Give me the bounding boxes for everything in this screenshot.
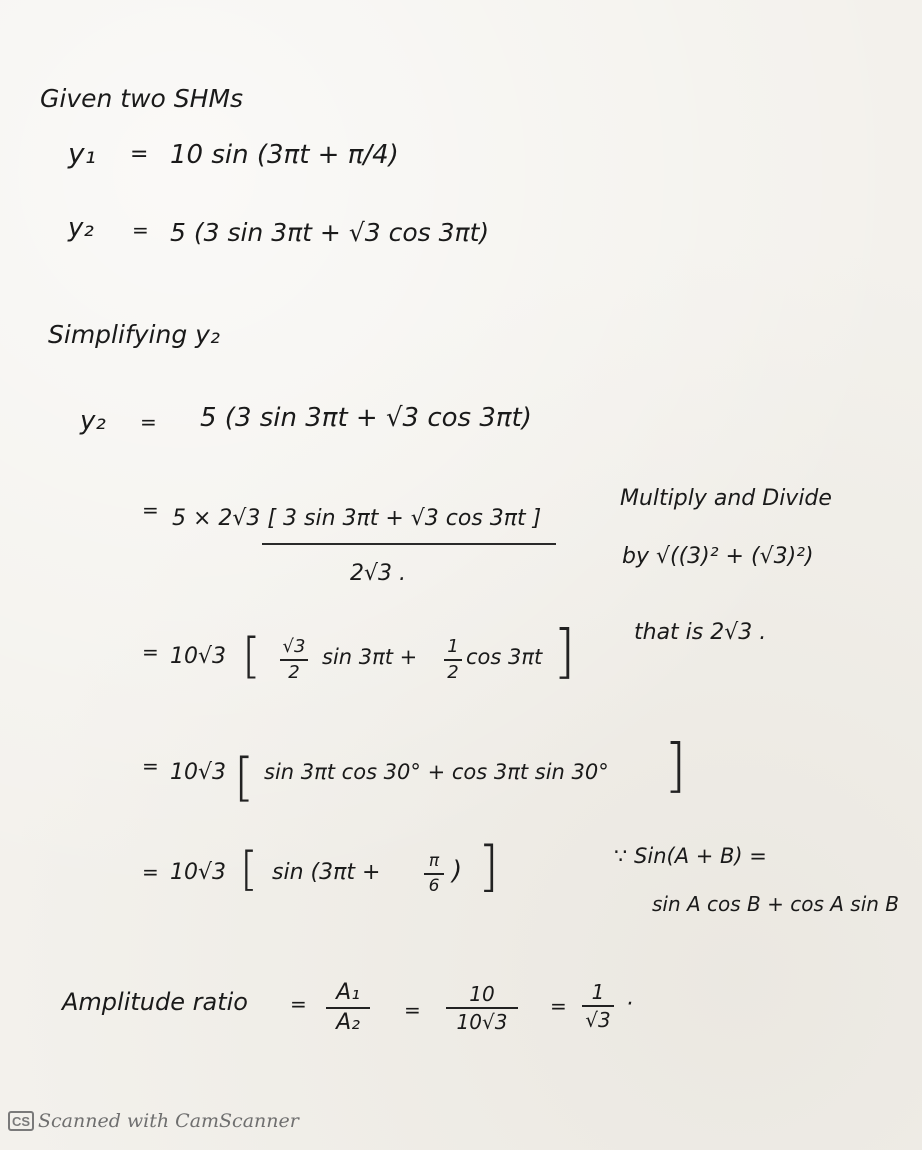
step2-denominator: 2√3 . [350, 561, 406, 586]
step3-tail: cos 3πt [466, 645, 543, 669]
step3-fraction-1-over-2 [444, 638, 462, 682]
amplitude-f1-numerator: A₁ [336, 980, 360, 1005]
y1-equals: = [130, 142, 149, 167]
amplitude-f1-denominator: A₂ [336, 1010, 360, 1035]
step5-close-paren: ) [452, 856, 463, 886]
amplitude-equals-1: = [290, 992, 307, 1016]
amplitude-label: Amplitude ratio [62, 988, 248, 1016]
step3-open-bracket: [ [242, 628, 261, 684]
step5-close-bracket: ] [478, 835, 500, 898]
step1-lhs: y₂ [80, 406, 106, 436]
y1-label: y₁ [68, 137, 96, 170]
step1-equals: = [140, 410, 157, 434]
heading: Given two SHMs [40, 84, 244, 113]
step3-f1-numerator: √3 [282, 636, 306, 657]
camscanner-watermark [8, 1108, 299, 1134]
amplitude-f3-denominator: √3 [585, 1008, 611, 1032]
step4-close-bracket: ] [664, 731, 687, 799]
step3-middle: sin 3πt + [322, 645, 418, 669]
identity-note-line1: ∵ Sin(A + B) = [614, 844, 767, 868]
step2-equals: = [142, 498, 159, 522]
y2-label: y₂ [68, 213, 94, 243]
step4-body: sin 3πt cos 30° + cos 3πt sin 30° [264, 760, 609, 784]
amplitude-f2-numerator: 10 [469, 982, 495, 1006]
step2-numerator: 5 × 2√3 [ 3 sin 3πt + √3 cos 3πt ] [172, 506, 542, 531]
amplitude-f1-bar [326, 1007, 370, 1009]
camscanner-logo: CS [8, 1111, 34, 1131]
amplitude-f3-numerator: 1 [591, 980, 605, 1004]
step5-f-denominator: 6 [428, 876, 440, 896]
amplitude-fraction-1-over-sqrt3 [582, 982, 614, 1030]
step3-f1-denominator: 2 [288, 662, 300, 683]
amplitude-f2-denominator: 10√3 [456, 1010, 508, 1034]
step3-f2-numerator: 1 [447, 636, 459, 657]
step5-body: sin (3πt + [272, 860, 381, 885]
step1-rhs: 5 (3 sin 3πt + √3 cos 3πt) [200, 403, 532, 433]
amplitude-fraction-a1-a2 [326, 982, 370, 1034]
step4-prefix: 10√3 [170, 760, 227, 785]
step3-equals: = [142, 640, 159, 664]
amplitude-trailing-dot: · [626, 992, 633, 1017]
step5-fraction-pi-over-6 [424, 853, 444, 895]
step5-equals: = [142, 860, 159, 884]
step5-f-numerator: π [428, 851, 440, 871]
amplitude-f3-bar [582, 1005, 614, 1007]
amplitude-equals-3: = [550, 994, 567, 1018]
amplitude-f2-bar [446, 1007, 518, 1009]
step3-fraction-sqrt3-over-2 [280, 638, 308, 682]
step3-prefix: 10√3 [170, 644, 227, 669]
that-is-note: that is 2√3 . [634, 620, 767, 645]
step3-f2-bar [444, 659, 462, 661]
step5-prefix: 10√3 [170, 860, 227, 885]
y1-expression: 10 sin (3πt + π/4) [170, 140, 399, 170]
multiply-note-line1: Multiply and Divide [620, 486, 832, 511]
simplifying-heading: Simplifying y₂ [48, 320, 220, 349]
step2-fraction-bar [262, 543, 556, 545]
y2-equals: = [132, 218, 149, 242]
step5-open-bracket: [ [240, 842, 258, 896]
step4-equals: = [142, 754, 159, 778]
multiply-note-line2: by √((3)² + (√3)²) [622, 544, 814, 569]
identity-note-line2: sin A cos B + cos A sin B [652, 892, 900, 916]
amplitude-equals-2: = [404, 998, 421, 1022]
step5-f-bar [424, 873, 444, 875]
step3-f1-bar [280, 659, 308, 661]
step3-f2-denominator: 2 [447, 662, 459, 683]
step3-close-bracket: ] [553, 617, 576, 685]
camscanner-text: Scanned with CamScanner [38, 1110, 299, 1132]
amplitude-fraction-10-over-10sqrt3 [446, 984, 518, 1032]
y2-expression: 5 (3 sin 3πt + √3 cos 3πt) [170, 218, 490, 247]
step4-open-bracket: [ [234, 748, 255, 808]
